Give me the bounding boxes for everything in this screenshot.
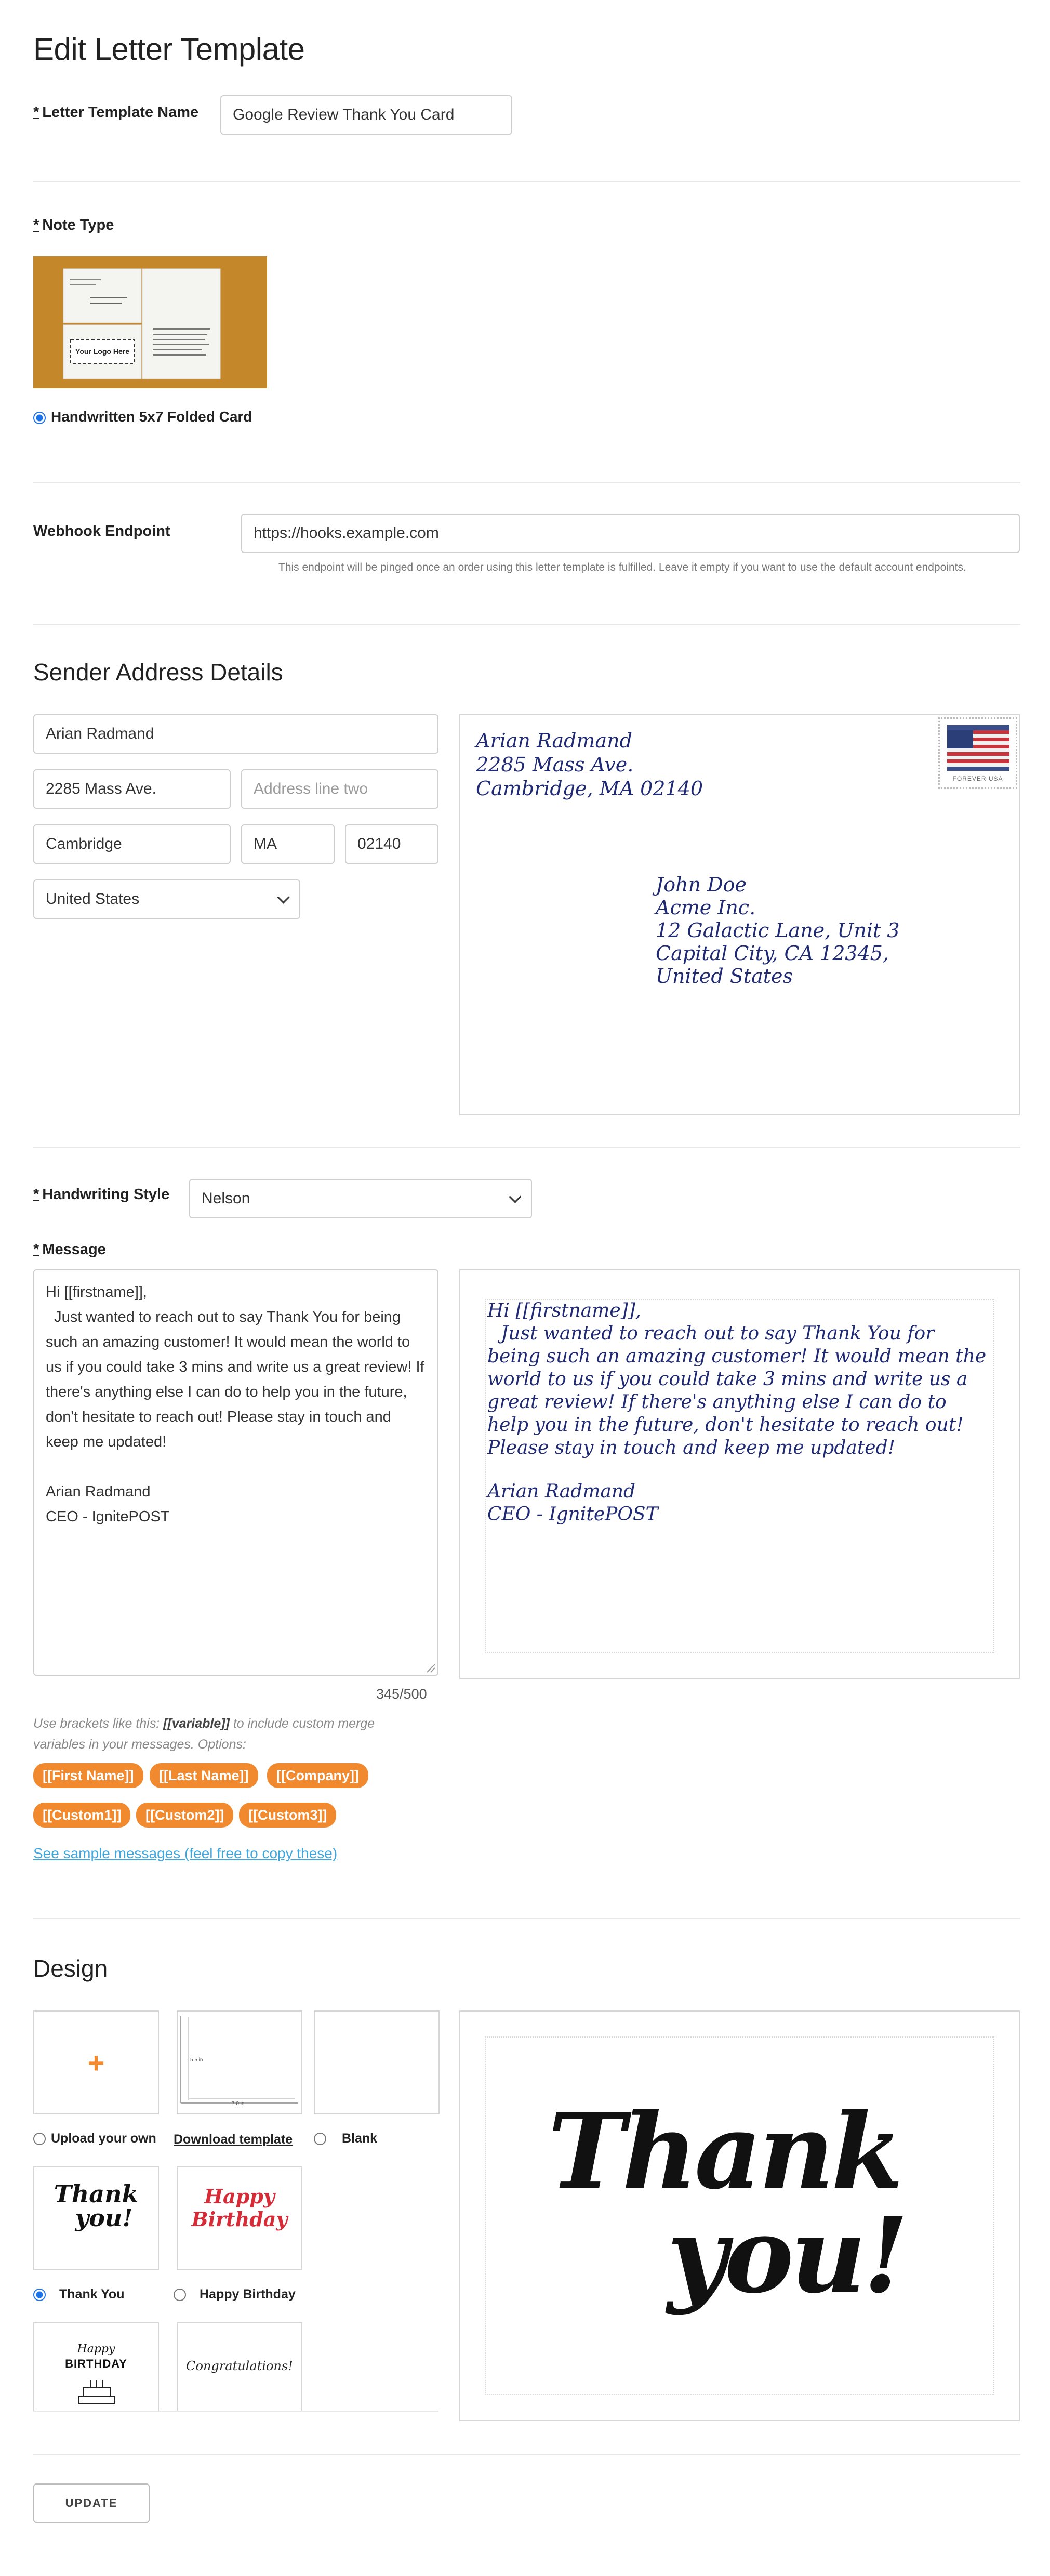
handwriting-label — [33, 1186, 169, 1203]
thank-you-design-tile[interactable] — [33, 2166, 159, 2270]
divider — [33, 2454, 1020, 2455]
message-preview — [459, 1269, 1020, 1679]
handwriting-select-value: Nelson — [202, 1190, 250, 1207]
happy-birthday-label: Happy Birthday — [200, 2287, 296, 2302]
merge-tag-custom1[interactable]: [[Custom1]] — [33, 1803, 130, 1828]
divider — [33, 1147, 1020, 1148]
country-select-value: United States — [46, 890, 140, 908]
congratulations-design-tile[interactable] — [177, 2322, 302, 2412]
recipient-line: 12 Galactic Lane, Unit 3 — [656, 919, 900, 942]
congratulations-thumbnail: Congratulations! — [186, 2359, 293, 2373]
zip-input[interactable]: 02140 — [345, 824, 438, 864]
preview-greeting: Hi [[firstname]], — [487, 1300, 642, 1321]
logo-placeholder-text: Your Logo Here — [75, 347, 129, 356]
blank-label: Blank — [342, 2131, 378, 2146]
cake-icon — [76, 2377, 117, 2407]
upload-own-option[interactable] — [33, 2131, 156, 2146]
design-list-scroll-edge — [33, 2411, 438, 2412]
return-line: Cambridge, MA 02140 — [476, 777, 703, 800]
message-label — [33, 1241, 106, 1258]
design-preview — [459, 2010, 1020, 2421]
birthday-cake-thumbnail — [34, 2342, 158, 2371]
upload-own-label: Upload your own — [51, 2131, 156, 2146]
webhook-help: This endpoint will be pinged once an order using this letter template is fulfilled. Leave it empty if you want to use the default account endpoints. — [278, 561, 966, 573]
download-template-tile[interactable] — [177, 2010, 302, 2114]
return-line: 2285 Mass Ave. — [476, 753, 634, 776]
sender-name-input[interactable]: Arian Radmand — [33, 714, 438, 754]
radio-unselected-icon[interactable] — [174, 2289, 186, 2301]
required-mark: * — [33, 1186, 39, 1203]
divider — [33, 1918, 1020, 1919]
thank-you-option[interactable] — [33, 2287, 124, 2302]
thank-you-thumbnail — [34, 2182, 158, 2230]
template-name-label-text: Letter Template Name — [42, 104, 199, 121]
radio-selected-icon[interactable] — [33, 2289, 46, 2301]
blank-option[interactable] — [314, 2131, 377, 2146]
template-name-input[interactable]: Google Review Thank You Card — [220, 95, 512, 135]
hint-text: Use brackets like this: — [33, 1716, 164, 1731]
radio-unselected-icon[interactable] — [33, 2133, 46, 2145]
resize-handle-icon[interactable] — [426, 1663, 435, 1673]
thank-you-label: Thank You — [59, 2287, 125, 2302]
envelope-preview — [459, 714, 1020, 1115]
update-button[interactable]: UPDATE — [33, 2483, 150, 2523]
webhook-input[interactable]: https://hooks.example.com — [241, 514, 1020, 553]
happy-birthday-option[interactable] — [174, 2287, 296, 2302]
flag-icon — [947, 725, 1009, 771]
required-mark: * — [33, 104, 39, 121]
merge-tag-custom3[interactable]: [[Custom3]] — [239, 1803, 336, 1828]
note-type-label — [33, 217, 114, 234]
merge-tag-last-name[interactable]: [[Last Name]] — [150, 1763, 258, 1788]
merge-tag-first-name[interactable]: [[First Name]] — [33, 1763, 143, 1788]
hint-variable: [[variable]] — [163, 1716, 230, 1731]
download-template-link[interactable]: Download template — [174, 2132, 293, 2147]
recipient-line: Capital City, CA 12345, — [656, 942, 889, 965]
thumb-thank: Thank — [54, 2180, 139, 2208]
recipient-line: Acme Inc. — [656, 896, 756, 919]
stamp-text: FOREVER USA — [952, 775, 1003, 782]
thumb-birthday: Birthday — [191, 2207, 288, 2231]
required-mark: * — [33, 217, 39, 233]
birthday-cake-design-tile[interactable] — [33, 2322, 159, 2412]
folded-card-illustration — [33, 256, 267, 388]
return-line: Arian Radmand — [476, 729, 632, 752]
preview-handwritten-text — [487, 1299, 991, 1526]
merge-variable-hint — [33, 1713, 428, 1755]
note-type-image[interactable] — [33, 256, 267, 388]
state-input[interactable]: MA — [241, 824, 335, 864]
radio-unselected-icon[interactable] — [314, 2133, 326, 2145]
sender-heading: Sender Address Details — [33, 659, 283, 686]
thumb-happy-2: Happy — [77, 2343, 115, 2356]
note-type-option-label: Handwritten 5x7 Folded Card — [51, 409, 252, 425]
sample-messages-link[interactable]: See sample messages (feel free to copy these) — [33, 1845, 338, 1861]
handwriting-label-text: Handwriting Style — [42, 1186, 170, 1203]
note-type-option[interactable] — [33, 409, 252, 425]
preview-thank: Thank — [548, 2091, 900, 2213]
character-counter: 345/500 — [376, 1686, 427, 1702]
merge-tag-company[interactable]: [[Company]] — [267, 1763, 368, 1788]
dimension-width: 7.0 in — [232, 2101, 245, 2107]
divider — [33, 181, 1020, 182]
webhook-label: Webhook Endpoint — [33, 523, 170, 540]
preview-body: Just wanted to reach out to say Thank You for being such an amazing customer! It would mean the world to us if you could take 3 mins and write us a great review! If there's anything else I can do to help you in the future, don't hesitate to reach out! Please stay in touch and keep me updated! — [487, 1323, 987, 1458]
happy-birthday-thumbnail — [178, 2185, 301, 2231]
radio-selected-icon[interactable] — [33, 412, 46, 424]
plus-icon: + — [87, 2046, 105, 2079]
thumb-birthday-2: BIRTHDAY — [65, 2357, 127, 2370]
recipient-address — [656, 873, 900, 988]
preview-signature: Arian Radmand — [487, 1481, 636, 1502]
preview-signature: CEO - IgnitePOST — [487, 1504, 658, 1525]
thumb-you: you! — [75, 2204, 133, 2232]
divider — [33, 482, 1020, 483]
design-heading: Design — [33, 1955, 108, 1982]
recipient-line: United States — [656, 965, 793, 988]
design-preview-art — [460, 2091, 1019, 2317]
city-input[interactable]: Cambridge — [33, 824, 231, 864]
divider — [33, 624, 1020, 625]
address-line1-input[interactable]: 2285 Mass Ave. — [33, 769, 231, 809]
handwriting-select[interactable] — [189, 1179, 532, 1218]
page-title: Edit Letter Template — [33, 32, 305, 67]
message-textarea[interactable]: Hi [[firstname]], Just wanted to reach out to say Thank You for being such an amazing customer! It would mean the world to us if you could take 3 mins and write us a great review! If there's anything else I can do to help you in the future, don't hesitate to reach out! Please stay in touch and keep me updated! Arian Radmand CEO - IgnitePOST — [33, 1269, 438, 1676]
address-line2-input[interactable]: Address line two — [241, 769, 438, 809]
dimension-height: 5.5 in — [190, 2057, 203, 2063]
return-address — [476, 729, 703, 800]
stamp — [938, 717, 1017, 789]
upload-design-tile[interactable] — [33, 2010, 159, 2114]
required-mark: * — [33, 1241, 39, 1258]
merge-tag-custom2[interactable]: [[Custom2]] — [136, 1803, 233, 1828]
hint-text: to include custom merge variables in your messages. Options: — [33, 1716, 375, 1752]
note-type-label-text: Note Type — [42, 217, 114, 233]
country-select[interactable] — [33, 879, 300, 919]
message-label-text: Message — [42, 1241, 106, 1258]
happy-birthday-design-tile[interactable] — [177, 2166, 302, 2270]
template-name-label — [33, 104, 198, 121]
thumb-happy: Happy — [204, 2185, 275, 2208]
preview-you: you! — [667, 2194, 906, 2317]
blank-design-tile[interactable] — [314, 2010, 440, 2114]
recipient-line: John Doe — [656, 873, 747, 896]
